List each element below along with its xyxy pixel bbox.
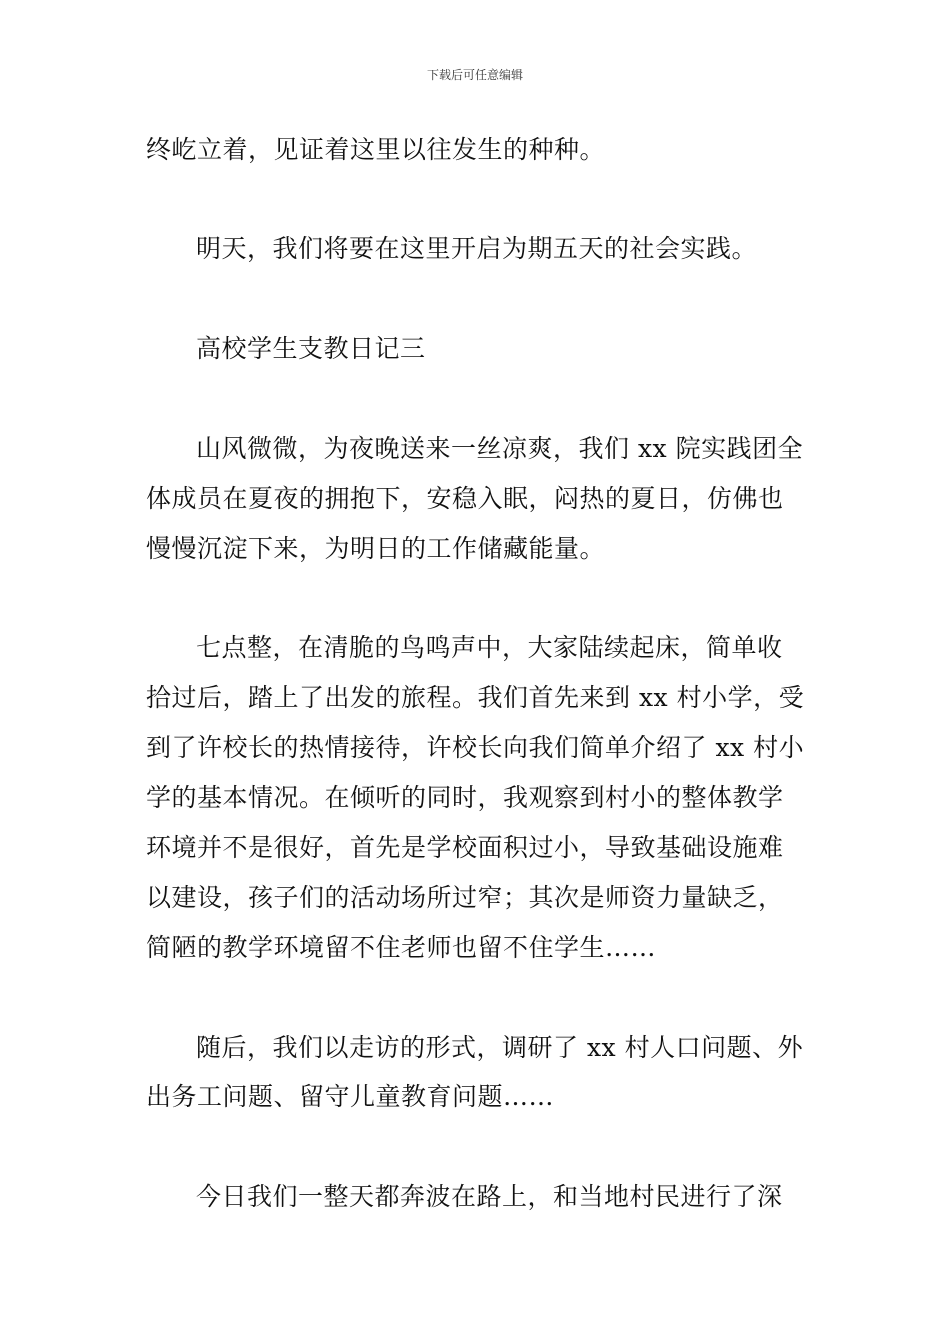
text-line: 今日我们一整天都奔波在路上，和当地村民进行了深	[196, 1182, 783, 1211]
text-line: 环境并不是很好，首先是学校面积过小，导致基础设施难	[146, 833, 784, 862]
text-line: 山风微微，为夜晚送来一丝凉爽，我们 xx 院实践团全	[196, 434, 804, 463]
text-line: 终屹立着，见证着这里以往发生的种种。	[146, 135, 606, 164]
text-line: 体成员在夏夜的拥抱下，安稳入眠，闷热的夏日，仿佛也	[146, 484, 784, 513]
text-line: 学的基本情况。在倾听的同时，我观察到村小的整体教学	[146, 783, 784, 812]
text-line: 随后，我们以走访的形式，调研了 xx 村人口问题、外	[196, 1033, 804, 1062]
text-line: 以建设，孩子们的活动场所过窄；其次是师资力量缺乏，	[146, 883, 784, 912]
text-line: 明天，我们将要在这里开启为期五天的社会实践。	[196, 234, 758, 263]
text-line: 慢慢沉淀下来，为明日的工作储藏能量。	[146, 534, 606, 563]
page-header: 下载后可任意编辑	[426, 68, 523, 82]
text-line: 出务工问题、留守儿童教育问题……	[146, 1082, 555, 1111]
text-line: 七点整，在清脆的鸟鸣声中，大家陆续起床，简单收	[196, 633, 783, 662]
section-title: 高校学生支教日记三	[196, 334, 426, 363]
text-line: 简陋的教学环境留不住老师也留不住学生……	[146, 933, 657, 962]
text-line: 到了许校长的热情接待，许校长向我们简单介绍了 xx 村小	[146, 733, 805, 762]
text-line: 拾过后，踏上了出发的旅程。我们首先来到 xx 村小学，受	[146, 683, 805, 712]
